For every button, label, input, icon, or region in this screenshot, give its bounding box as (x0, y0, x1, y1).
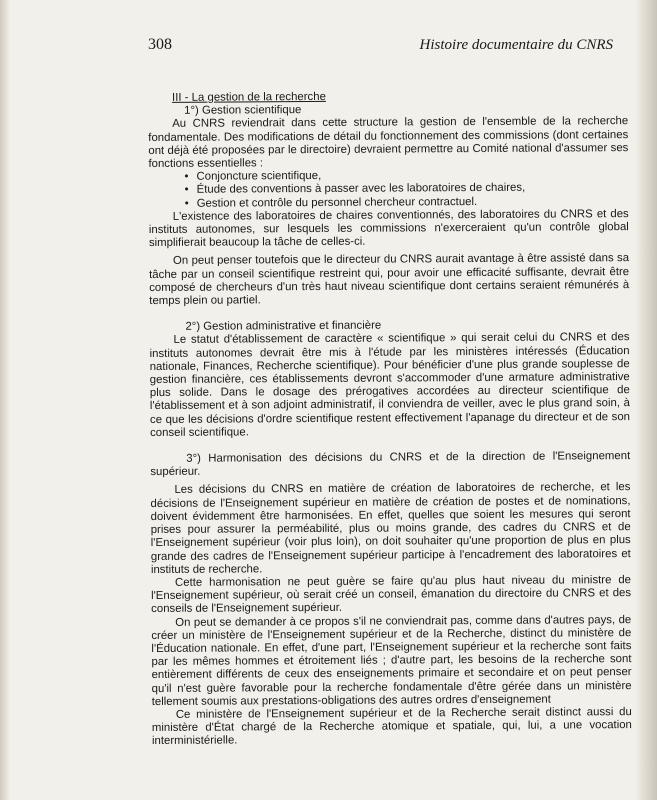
paragraph: Cette harmonisation ne peut guère se faire qu'au plus haut niveau du ministre de l'Enseignement supérieur, où serait créé un conseil, émanation du directoire du CNRS et des conseils de l'Enseignement supérieur. (151, 573, 632, 616)
page-header (148, 36, 613, 54)
paragraph: Au CNRS reviendrait dans cette structure la gestion de l'ensemble de la recherche fondamentale. Des modifications de détail du fonctionnement des commissions (dont certaines ont déjà été proposées par le directoire) devraient permettre au Comité national d'assumer ses fonctions essentielles : (148, 115, 629, 171)
scan-left-edge (0, 0, 10, 800)
paragraph: Ce ministère de l'Enseignement supérieur et de la Recherche serait distinct aussi du ministère d'État chargé de la Recherche atomique et spatiale, qui, lui, a une vocation interministérielle. (151, 705, 632, 748)
paragraph: L'existence des laboratoires de chaires conventionnés, des laboratoires du CNRS et des instituts autonomes, sur lesquels les commissions n'exerceraient qu'un contrôle global simplifierait beaucoup la tâche de celles-ci. (148, 207, 629, 250)
bullet-list (148, 168, 628, 211)
section-title: III - La gestion de la recherche (171, 90, 326, 104)
running-title: Histoire documentaire du CNRS (419, 37, 613, 53)
paragraph: On peut se demander à ce propos s'il ne conviendrait pas, comme dans d'autres pays, de créer un ministère de l'Enseignement supérieur et de la Recherche, distinct du ministère de l'Éducation nationale. En effet, d'une part, l'Enseignement supérieur et la recherche sont faits par les mêmes hommes et étroitement liés ; d'autre part, les besoins de la recherche sont entièrement différents de ceux des enseignements primaire et secondaire et on peut penser qu'il n'est guère favorable pour la recherche fondamentale d'être gérée dans un ministère tellement soumis aux prestations-obligations des autres ordres d'enseignement (151, 613, 632, 708)
scan-right-edge (635, 0, 657, 800)
paragraph: On peut penser toutefois que le directeur du CNRS aurait avantage à être assisté dans sa tâche par un conseil scientifique restreint qui, pour avoir une efficacité suffisante, devrait être composé de chercheurs d'un très haut niveau scientifique dont certains seraient rémunérés à temps plein ou partiel. (149, 252, 630, 308)
body-text (148, 89, 632, 748)
page-number: 308 (148, 36, 172, 53)
list-item: • Gestion et contrôle du personnel chercheur contractuel. (185, 195, 629, 211)
list-item: • Conjoncture scientifique, (184, 168, 628, 184)
subsection-title-3: 3°) Harmonisation des décisions du CNRS et de la direction de l'Enseignement supérieur. (150, 450, 631, 479)
subsection-title-2: 2°) Gestion administrative et financière (185, 319, 382, 334)
list-item: • Étude des conventions à passer avec les laboratoires de chaires, (185, 181, 629, 197)
subsection-title-1: 1°) Gestion scientifique (184, 104, 302, 117)
paragraph: Le statut d'établissement de caractère « scientifique » qui serait celui du CNRS et des instituts autonomes devrait être mis à l'étude par les ministères intéressés (Éducation nationale, Finances, Recherche scientifique). Pour bénéficier d'une plus grande souplesse de gestion financière, ces établissements devront s'accommoder d'une armature administrative plus solide. Dans le dosage des prérogatives accordées au directeur scientifique de l'établissement et à son adjoint administratif, il conviendra de veiller, avec le plus grand soin, à ce que les décisions d'ordre scientifique restent effectivement l'apanage du directeur et de son conseil scientifique. (149, 331, 631, 439)
paragraph: Les décisions du CNRS en matière de création de laboratoires de recherche, et les décisions de l'Enseignement supérieur en matière de création de postes et de nominations, doivent évidemment être harmonisées. En effet, quelles que soient les mesures qui seront prises pour assurer la perméabilité, plus ou moins grande, des cadres du CNRS et de l'Enseignement supérieur (voir plus loin), on doit souhaiter qu'une proportion de plus en plus grande des cadres de l'Enseignement supérieur participe à l'encadrement des laboratoires et instituts de recherche. (150, 481, 631, 576)
